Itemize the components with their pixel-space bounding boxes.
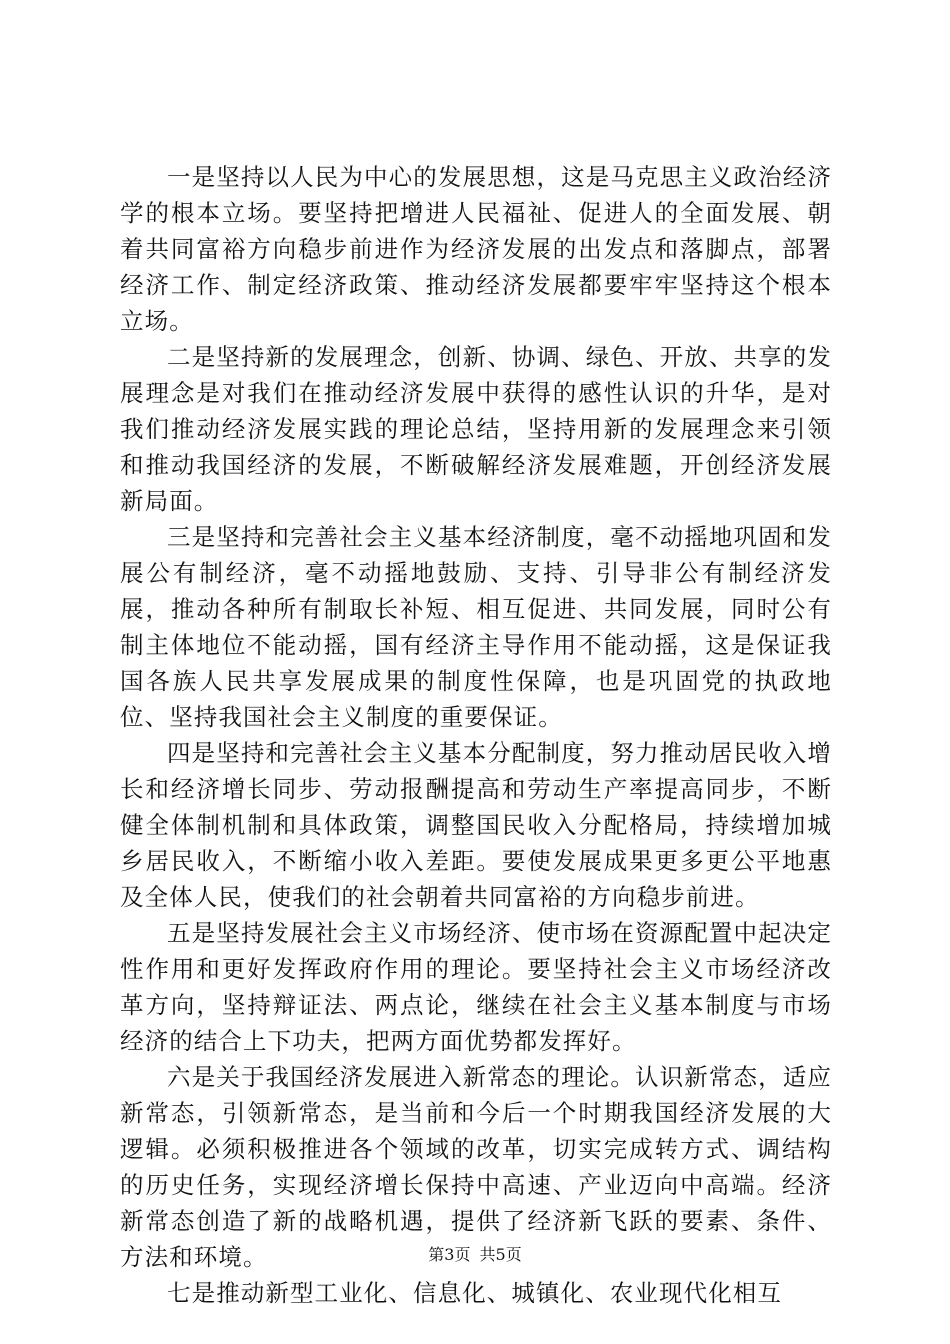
- page-footer: [0, 1242, 950, 1265]
- paragraph-1: 一是坚持以人民为中心的发展思想，这是马克思主义政治经济学的根本立场。要坚持把增进人民福祉、促进人的全面发展、朝着共同富裕方向稳步前进作为经济发展的出发点和落脚点，部署经济工作、制定经济政策、推动经济发展都要牢牢坚持这个根本立场。: [120, 163, 832, 335]
- paragraph-5: 五是坚持发展社会主义市场经济、使市场在资源配置中起决定性作用和更好发挥政府作用的理论。要坚持社会主义市场经济改革方向，坚持辩证法、两点论，继续在社会主义基本制度与市场经济的结合上下功夫，把两方面优势都发挥好。: [120, 919, 832, 1055]
- paragraph-3: 三是坚持和完善社会主义基本经济制度，毫不动摇地巩固和发展公有制经济，毫不动摇地鼓励、支持、引导非公有制经济发展，推动各种所有制取长补短、相互促进、共同发展，同时公有制主体地位不能动摇，国有经济主导作用不能动摇，这是保证我国各族人民共享发展成果的制度性保障，也是巩固党的执政地位、坚持我国社会主义制度的重要保证。: [120, 523, 832, 731]
- page-total: 共5页: [479, 1245, 522, 1264]
- page-number: 第3页: [428, 1245, 471, 1264]
- paragraph-2: 二是坚持新的发展理念，创新、协调、绿色、开放、共享的发展理念是对我们在推动经济发展中获得的感性认识的升华，是对我们推动经济发展实践的理论总结，坚持用新的发展理念来引领和推动我国经济的发展，不断破解经济发展难题，开创经济发展新局面。: [120, 343, 832, 515]
- paragraph-4: 四是坚持和完善社会主义基本分配制度，努力推动居民收入增长和经济增长同步、劳动报酬提高和劳动生产率提高同步，不断健全体制机制和具体政策，调整国民收入分配格局，持续增加城乡居民收入，不断缩小收入差距。要使发展成果更多更公平地惠及全体人民，使我们的社会朝着共同富裕的方向稳步前进。: [120, 739, 832, 911]
- document-body: [120, 159, 832, 1311]
- paragraph-6: 六是关于我国经济发展进入新常态的理论。认识新常态，适应新常态，引领新常态，是当前和今后一个时期我国经济发展的大逻辑。必须积极推进各个领域的改革，切实完成转方式、调结构的历史任务，实现经济增长保持中高速、产业迈向中高端。经济新常态创造了新的战略机遇，提供了经济新飞跃的要素、条件、方法和环境。: [120, 1063, 832, 1271]
- paragraph-7: 七是推动新型工业化、信息化、城镇化、农业现代化相互: [167, 1279, 782, 1307]
